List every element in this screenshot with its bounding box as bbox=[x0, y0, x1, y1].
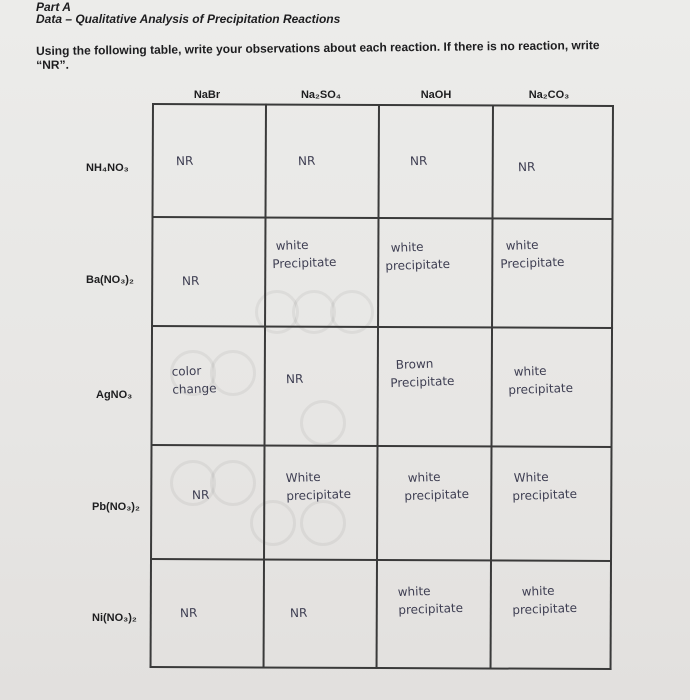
bleed-through-mark bbox=[300, 500, 346, 546]
cell-pbno3-nabr: NR bbox=[191, 487, 210, 503]
bleed-through-mark bbox=[210, 350, 256, 396]
cell-nino3-na2co3: white precipitate bbox=[512, 583, 578, 618]
bleed-through-mark bbox=[210, 460, 256, 506]
cell-agno3-nabr: color change bbox=[171, 363, 217, 397]
row-header-pbno3: Pb(NO₃)₂ bbox=[92, 501, 140, 513]
column-header-na2so4: Na₂SO₄ bbox=[300, 89, 342, 101]
cell-nino3-naoh: white precipitate bbox=[397, 583, 464, 618]
cell-nh4no3-naoh: NR bbox=[409, 153, 428, 169]
table-border bbox=[151, 216, 613, 220]
part-label: Part A bbox=[36, 0, 71, 14]
cell-bano3-nabr: NR bbox=[181, 273, 200, 289]
row-header-agno3: AgNO₃ bbox=[96, 389, 133, 401]
instructions-text: Using the following table, write your observations about each reaction. If there is no reaction, write “NR”. bbox=[36, 38, 600, 72]
table-border bbox=[376, 104, 380, 669]
cell-nino3-nabr: NR bbox=[179, 605, 198, 621]
cell-agno3-naoh: Brown Precipitate bbox=[390, 356, 455, 391]
table-border bbox=[150, 558, 612, 562]
cell-nh4no3-na2co3: NR bbox=[517, 159, 536, 175]
cell-pbno3-na2so4: White precipitate bbox=[285, 469, 352, 504]
table-border bbox=[490, 104, 494, 669]
page-title: Data – Qualitative Analysis of Precipitation Reactions bbox=[36, 12, 341, 26]
cell-bano3-na2so4: white Precipitate bbox=[272, 237, 337, 272]
column-header-na2co3: Na₂CO₃ bbox=[528, 89, 570, 101]
cell-nh4no3-nabr: NR bbox=[175, 153, 194, 169]
table-border bbox=[263, 103, 267, 668]
cell-nh4no3-na2so4: NR bbox=[297, 153, 316, 169]
row-header-nino3: Ni(NO₃)₂ bbox=[92, 612, 137, 624]
cell-agno3-na2so4: NR bbox=[285, 371, 304, 387]
row-header-nh4no3: NH₄NO₃ bbox=[86, 162, 129, 174]
cell-bano3-na2co3: white Precipitate bbox=[500, 237, 565, 272]
table-border bbox=[152, 103, 614, 107]
bleed-through-mark bbox=[250, 500, 296, 546]
table-border bbox=[150, 103, 154, 668]
column-header-nabr: NaBr bbox=[193, 89, 221, 101]
cell-agno3-na2co3: white precipitate bbox=[508, 363, 574, 398]
cell-pbno3-na2co3: White precipitate bbox=[512, 469, 578, 504]
cell-nino3-na2so4: NR bbox=[289, 605, 308, 621]
cell-pbno3-naoh: white precipitate bbox=[404, 469, 470, 504]
table-border bbox=[150, 666, 612, 670]
table-border bbox=[151, 444, 613, 448]
table-border bbox=[610, 105, 614, 670]
cell-bano3-naoh: white precipitate bbox=[385, 239, 451, 274]
table-border bbox=[151, 325, 613, 329]
row-header-bano3: Ba(NO₃)₂ bbox=[86, 274, 134, 286]
column-header-naoh: NaOH bbox=[420, 89, 452, 101]
bleed-through-mark bbox=[300, 400, 346, 446]
